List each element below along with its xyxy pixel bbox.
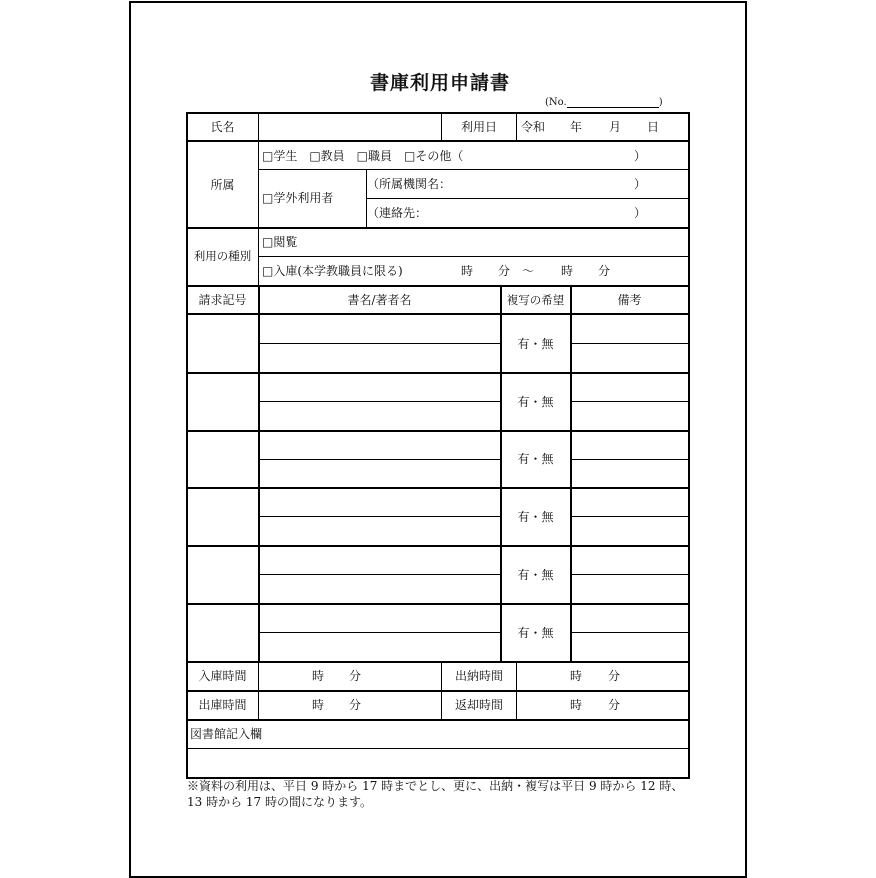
exit-time-minute: 分 <box>349 698 362 712</box>
org-name-close: ） <box>634 177 647 191</box>
form-title: 書庫利用申請書 <box>369 72 510 94</box>
copy-request-yes-no[interactable]: 有・無 <box>517 337 554 351</box>
entry-time-minute: 分 <box>349 669 362 683</box>
affiliation-options[interactable]: □学生 □教員 □職員 □その他（ <box>262 149 464 163</box>
exit-minute-label: 分 <box>598 264 611 278</box>
entry-time-hour: 時 <box>312 669 325 683</box>
footnote-line: 13 時から 17 時の間になります。 <box>187 795 373 809</box>
return-time-label: 返却時間 <box>454 698 503 712</box>
affiliation-options-close: ） <box>634 149 647 163</box>
stack-entry-checkbox[interactable]: □入庫(本学教職員に限る) <box>262 264 403 278</box>
usage-date-label: 利用日 <box>460 120 497 134</box>
browse-checkbox[interactable]: □閲覧 <box>262 235 298 249</box>
call-number-header: 請求記号 <box>198 293 247 307</box>
day-label: 日 <box>647 120 660 134</box>
copy-request-yes-no[interactable]: 有・無 <box>517 568 554 582</box>
doc-no-prefix: (No. <box>545 97 567 108</box>
doc-no-suffix: ) <box>658 97 663 108</box>
era-label: 令和 <box>521 120 546 134</box>
stack-entry-time-label: 入庫時間 <box>198 669 247 683</box>
usage-type-label: 利用の種別 <box>193 249 252 263</box>
copy-request-yes-no[interactable]: 有・無 <box>517 626 554 640</box>
affiliation-label: 所属 <box>210 178 235 192</box>
copy-request-yes-no[interactable]: 有・無 <box>517 510 554 524</box>
copy-request-yes-no[interactable]: 有・無 <box>517 452 554 466</box>
contact-label: （連絡先： <box>367 206 428 220</box>
copy-request-yes-no[interactable]: 有・無 <box>517 395 554 409</box>
exit-time-hour: 時 <box>312 698 325 712</box>
stack-exit-time-label: 出庫時間 <box>198 698 247 712</box>
issue-time-label: 出納時間 <box>454 669 503 683</box>
year-label: 年 <box>570 120 583 134</box>
return-time-hour: 時 <box>570 698 583 712</box>
return-time-minute: 分 <box>608 698 621 712</box>
title-author-header: 書名/著者名 <box>347 293 412 307</box>
time-range-tilde: ～ <box>522 264 535 278</box>
org-name-label: （所属機関名： <box>367 177 452 191</box>
month-label: 月 <box>609 120 622 134</box>
issue-time-minute: 分 <box>608 669 621 683</box>
name-label: 氏名 <box>210 120 235 134</box>
remarks-header: 備考 <box>617 293 642 307</box>
exit-hour-label: 時 <box>561 264 574 278</box>
contact-close: ） <box>634 206 647 220</box>
name-field[interactable] <box>260 113 440 140</box>
footnote <box>187 778 697 810</box>
entry-hour-label: 時 <box>461 264 474 278</box>
library-note-label: 図書館記入欄 <box>190 727 263 741</box>
footnote-line: ※資料の利用は、平日 9 時から 17 時までとし、更に、出納・複写は平日 9 時から 12 時、 <box>187 779 684 793</box>
document-number <box>545 97 663 108</box>
issue-time-hour: 時 <box>570 669 583 683</box>
copy-request-header: 複写の希望 <box>506 293 565 307</box>
doc-no-field[interactable] <box>567 98 659 108</box>
external-user-checkbox[interactable]: □学外利用者 <box>262 191 334 205</box>
entry-minute-label: 分 <box>498 264 511 278</box>
